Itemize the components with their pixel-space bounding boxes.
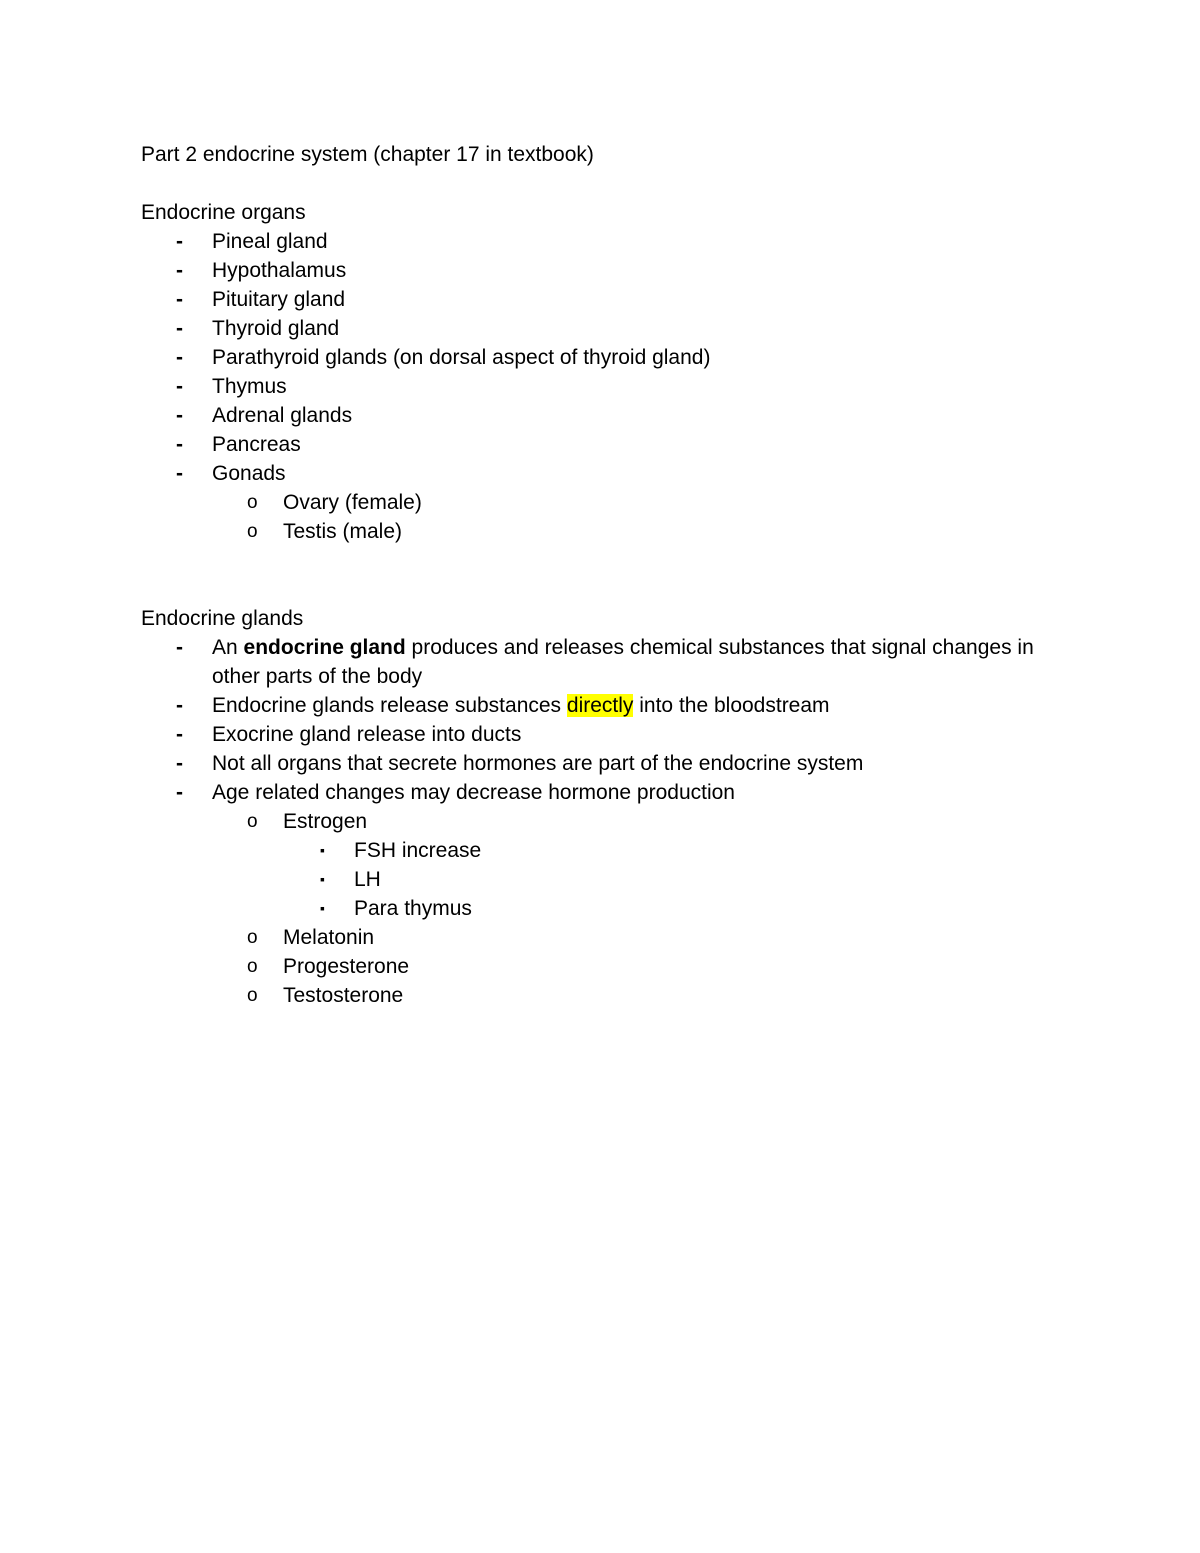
circle-bullet: o (247, 985, 258, 1006)
list-item (283, 894, 1081, 923)
circle-bullet: o (247, 492, 258, 513)
list-item (141, 778, 1081, 1010)
list-item-text: Hypothalamus (212, 259, 347, 282)
list-item (141, 459, 1081, 546)
estrogen-sublist (212, 836, 1081, 923)
dash-bullet: - (176, 288, 183, 311)
list-item (283, 836, 1081, 865)
list-item-text: Adrenal glands (212, 404, 353, 427)
list-item-text: Exocrine gland release into ducts (212, 723, 522, 746)
list-item (283, 865, 1081, 894)
section-heading-endocrine-glands: Endocrine glands (141, 607, 304, 630)
list-item-text: Testosterone (283, 984, 404, 1007)
dash-bullet: - (176, 404, 183, 427)
endocrine-organs-list (141, 227, 1081, 546)
dash-bullet: - (176, 752, 183, 775)
list-item (141, 691, 1081, 720)
list-item-text: Gonads (212, 462, 286, 485)
bold-term: endocrine gland (243, 636, 406, 659)
list-item-text: Estrogen (283, 810, 368, 833)
list-item-text: FSH increase (354, 839, 482, 862)
section-heading-endocrine-organs: Endocrine organs (141, 201, 306, 224)
list-item (141, 749, 1081, 778)
list-item-text: Ovary (female) (283, 491, 422, 514)
gonads-sublist (141, 488, 1081, 546)
list-item-text: Testis (male) (283, 520, 403, 543)
circle-bullet: o (247, 521, 258, 542)
square-bullet: ▪ (320, 900, 325, 916)
list-item-text: Thyroid gland (212, 317, 340, 340)
dash-bullet: - (176, 346, 183, 369)
list-item-text: Parathyroid glands (on dorsal aspect of thyroid gland) (212, 346, 711, 369)
dash-bullet: - (176, 433, 183, 456)
list-item-text-pre: An (212, 636, 244, 659)
list-item (141, 314, 1081, 343)
list-item (141, 285, 1081, 314)
list-item (212, 488, 1081, 517)
list-item-text: Progesterone (283, 955, 410, 978)
circle-bullet: o (247, 956, 258, 977)
dash-bullet: - (176, 723, 183, 746)
list-item-text-post: produces and releases chemical substances that signal changes in other parts of the body (212, 636, 1034, 688)
list-item-text: Melatonin (283, 926, 375, 949)
list-item-text-pre: Endocrine glands release substances (212, 694, 567, 717)
list-item-text: Pancreas (212, 433, 301, 456)
list-item (212, 807, 1081, 923)
document-page (141, 140, 1081, 1010)
list-item-text: Not all organs that secrete hormones are part of the endocrine system (212, 752, 864, 775)
list-item-text: Pineal gland (212, 230, 328, 253)
list-item-text: Thymus (212, 375, 287, 398)
list-item (212, 517, 1081, 546)
dash-bullet: - (176, 781, 183, 804)
square-bullet: ▪ (320, 842, 325, 858)
list-item (212, 923, 1081, 952)
dash-bullet: - (176, 259, 183, 282)
dash-bullet: - (176, 636, 183, 659)
highlighted-word: directly (566, 694, 634, 717)
blank-line (141, 546, 1081, 604)
hormones-sublist (141, 807, 1081, 1010)
list-item (141, 227, 1081, 256)
dash-bullet: - (176, 375, 183, 398)
list-item-text: Age related changes may decrease hormone production (212, 781, 735, 804)
list-item (141, 372, 1081, 401)
square-bullet: ▪ (320, 871, 325, 887)
list-item (141, 430, 1081, 459)
list-item-text: Para thymus (354, 897, 472, 920)
list-item-text: Pituitary gland (212, 288, 346, 311)
dash-bullet: - (176, 462, 183, 485)
dash-bullet: - (176, 694, 183, 717)
document-title: Part 2 endocrine system (chapter 17 in textbook) (141, 143, 594, 166)
list-item (212, 981, 1081, 1010)
dash-bullet: - (176, 317, 183, 340)
list-item (141, 256, 1081, 285)
list-item (141, 720, 1081, 749)
blank-line (141, 169, 1081, 198)
list-item-text: LH (354, 868, 381, 891)
list-item-text-post: into the bloodstream (633, 694, 830, 717)
list-item (141, 401, 1081, 430)
circle-bullet: o (247, 927, 258, 948)
dash-bullet: - (176, 230, 183, 253)
list-item (141, 633, 1081, 691)
endocrine-glands-list (141, 633, 1081, 1010)
list-item (212, 952, 1081, 981)
list-item (141, 343, 1081, 372)
circle-bullet: o (247, 811, 258, 832)
